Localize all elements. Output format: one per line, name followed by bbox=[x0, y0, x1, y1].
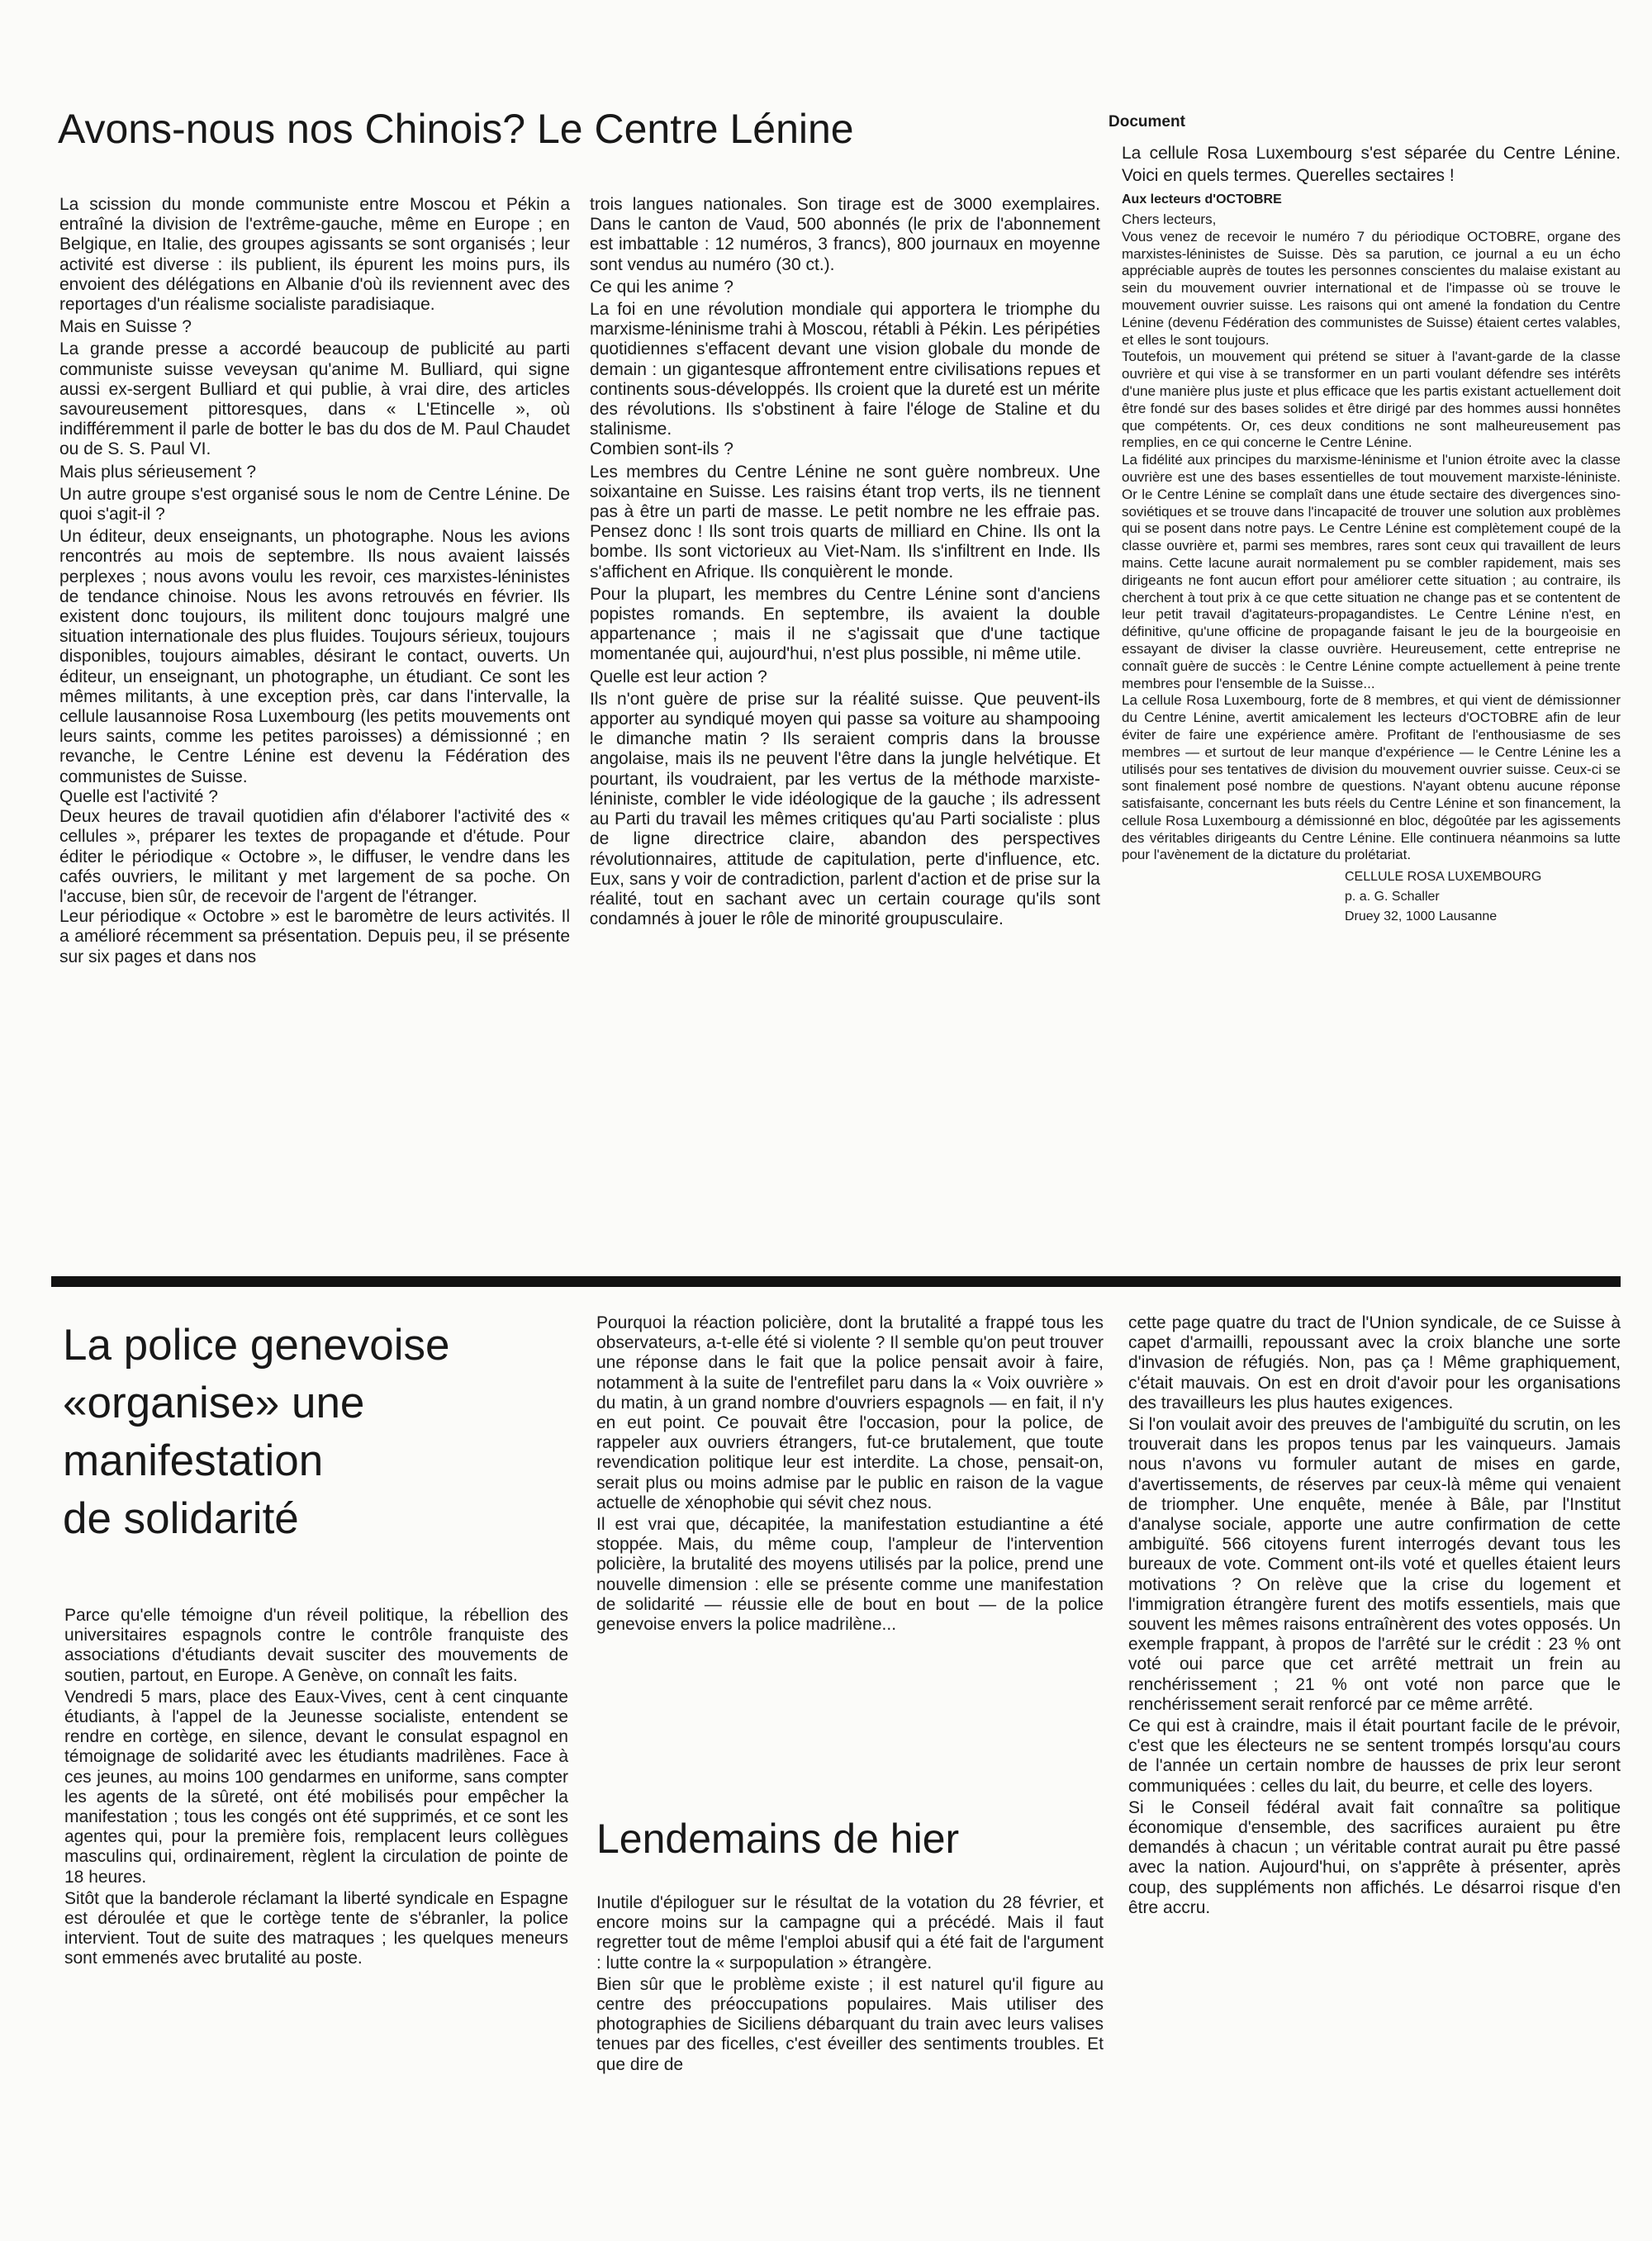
paragraph: Bien sûr que le problème existe ; il est naturel qu'il figure au centre des préoccupations populaires. Mais utiliser des photographies de Siciliens débarquant du train avec leurs valises tenues par des ficelles, c'est éveiller des sentiments troubles. Et que dire de bbox=[596, 1974, 1104, 2074]
article1-column-2 bbox=[590, 195, 1100, 929]
paragraph: Ils n'ont guère de prise sur la réalité suisse. Que peuvent-ils apporter au syndiqué moyen qui passe sa voiture au shampooing le dimanche matin ? Ils seraient compris dans la brousse angolaise, mais ils ne peuvent l'être dans la jungle helvétique. Et pourtant, ils voudraient, par les vertus de la méthode marxiste-léniniste, combler le vide idéologique de la gauche ; ils adressent au Parti du travail les mêmes critiques qu'au Parti socialiste : plus de ligne directrice claire, abandon des perspectives révolutionnaires, attitude de capitulation, perte d'influence, etc. Eux, sans y voir de contradiction, parlent d'action et de prise sur la réalité, tout en sachant avec un certain courage qu'ils sont condamnés à jouer le rôle de minorité groupusculaire. bbox=[590, 689, 1100, 929]
paragraph: Vendredi 5 mars, place des Eaux-Vives, cent à cent cinquante étudiants, à l'appel de la Jeunesse socialiste, entendent se rendre en cortège, en silence, devant le consulat espagnol en témoignage de solidarité avec les étudiants madrilènes. Face à ces jeunes, au moins 100 gendarmes en uniforme, sans compter les agents de la sûreté, ont été mobilisés pour empêcher la manifestation ; tous les congés ont été supprimés, et ce sont les agentes qui, pour la première fois, remplacent leurs collègues masculins qui, ordinairement, règlent la circulation de pointe de 18 heures. bbox=[64, 1687, 568, 1887]
article2-title bbox=[63, 1317, 575, 1548]
paragraph: Un éditeur, deux enseignants, un photographe. Nous les avions rencontrés au mois de septembre. Ils nous avaient laissés perplexes ; nous avons voulu les revoir, ces marxistes-léninistes de tendance chinoise. Nous les avons retrouvés en février. Ils existent donc toujours, ils militent donc toujours malgré une situation internationale des plus fluides. Toujours sérieux, toujours disponibles, toujours aimables, désirant le contact, ouverts. Un éditeur, un enseignant, un photographe, un étudiant. Ce sont les mêmes militants, à une exception près, car dans l'intervalle, la cellule lausannoise Rosa Luxembourg (les petits mouvements ont leurs saints, comme les petites paroisses) a démissionné ; en revanche, le Centre Lénine est devenu la Fédération des communistes de Suisse. bbox=[59, 527, 570, 786]
paragraph: La scission du monde communiste entre Moscou et Pékin a entraîné la division de l'extrême-gauche, même en Europe ; en Belgique, en Italie, des groupes agissants se sont organisés ; leur activité est diverse : ils publient, ils épurent les moins purs, ils envoient des délégations en Albanie d'où ils reviennent avec des reportages d'un réalisme socialiste paradisiaque. bbox=[59, 195, 570, 315]
subheading: Quelle est leur action ? bbox=[590, 667, 767, 686]
paragraph: La grande presse a accordé beaucoup de publicité au parti communiste suisse veveysan qu'anime M. Bulliard, qui signe aussi ex-sergent Bulliard et qui publie, à vrai dire, des articles savoureusement pittoresques, dans « L'Etincelle », où indifféremment il parle de botter le bas du dos de M. Paul Chaudet ou de S. S. Paul VI. bbox=[59, 339, 570, 459]
document-box bbox=[1122, 142, 1621, 927]
document-label: Document bbox=[1108, 113, 1185, 131]
paragraph: Sitôt que la banderole réclamant la liberté syndicale en Espagne est déroulée et que le cortège tente de s'ébranler, la police intervient. Tout de suite des matraques ; les quelques meneurs sont emmenés avec brutalité au poste. bbox=[64, 1888, 568, 1968]
paragraph: La foi en une révolution mondiale qui apportera le triomphe du marxisme-léninisme trahi à Moscou, rétabli à Pékin. Les péripéties quotidiennes s'effacent devant une vision globale du monde de demain : un gigantesque affrontement entre civilisations repues et continents sous-développés. Ils croient que la dureté est un mérite des révolutions. Ils s'obstinent à faire l'éloge de Staline et du stalinisme. bbox=[590, 300, 1100, 439]
document-heading: Aux lecteurs d'OCTOBRE bbox=[1122, 192, 1282, 207]
title-line: La police genevoise bbox=[63, 1321, 450, 1370]
subheading: Mais plus sérieusement ? bbox=[59, 462, 257, 482]
subheading: Mais en Suisse ? bbox=[59, 317, 192, 337]
article3-column-2 bbox=[596, 1893, 1104, 2077]
article3-column-3 bbox=[1128, 1313, 1621, 1920]
title-line: «organise» une bbox=[63, 1379, 365, 1427]
paragraph: Un autre groupe s'est organisé sous le nom de Centre Lénine. De quoi s'agit-il ? bbox=[59, 484, 570, 525]
section-divider bbox=[51, 1276, 1621, 1287]
paragraph: Il est vrai que, décapitée, la manifestation estudiantine a été stoppée. Mais, du même coup, l'ampleur de l'intervention policière, la brutalité des moyens utilisés par la police, prend une nouvelle dimension : elle se présente comme une manifestation de solidarité — réussie elle de bout en bout — de la police genevoise envers la police madrilène... bbox=[596, 1515, 1104, 1635]
subheading: Ce qui les anime ? bbox=[590, 277, 733, 297]
article2-column-2 bbox=[596, 1313, 1104, 1636]
signature-line: Druey 32, 1000 Lausanne bbox=[1345, 909, 1498, 924]
article2-column-1 bbox=[64, 1606, 568, 1971]
paragraph: Deux heures de travail quotidien afin d'élaborer l'activité des « cellules », préparer les textes de propagande et d'étude. Pour éditer le périodique « Octobre », le diffuser, le vendre dans les cafés ouvriers, le militant y met largement de sa poche. On l'accuse, bien sûr, de recevoir de l'argent de l'étranger. bbox=[59, 807, 570, 906]
paragraph: Leur périodique « Octobre » est le baromètre de leurs activités. Il a amélioré récemment sa présentation. Depuis peu, il se présente sur six pages et dans nos bbox=[59, 907, 570, 966]
paragraph: trois langues nationales. Son tirage est de 3000 exemplaires. Dans le canton de Vaud, 500 abonnés (le prix de l'abonnement est imbattable : 12 numéros, 3 francs), 800 journaux en moyenne sont vendus au numéro (30 ct.). bbox=[590, 195, 1100, 274]
title-line: de solidarité bbox=[63, 1494, 299, 1543]
paragraph: Pourquoi la réaction policière, dont la brutalité a frappé tous les observateurs, a-t-elle été si violente ? Il semble qu'on peut trouver une réponse dans le fait que la police pensait avoir à faire, notamment à la suite de l'entrefilet paru dans la « Voix ouvrière » du matin, à un grand nombre d'ouvriers espagnols — en fait, il n'y en eut point. Ce pouvait être l'occasion, pour la police, de rappeler aux ouvriers étrangers, fut-ce brutalement, que toute revendication politique leur est interdite. La chose, pensait-on, serait plus ou moins admise par le public en raison de la vague actuelle de xénophobie qui sévit chez nous. bbox=[596, 1313, 1104, 1512]
subheading: Combien sont-ils ? bbox=[590, 439, 733, 459]
signature-line: CELLULE ROSA LUXEMBOURG bbox=[1345, 870, 1542, 885]
title-line: manifestation bbox=[63, 1436, 324, 1485]
paragraph: cette page quatre du tract de l'Union syndicale, de ce Suisse à capet d'armailli, repoussant avec la croix blanche une sorte d'invasion de réfugiés. Non, pas ça ! Même graphiquement, c'était mauvais. On est en droit d'avoir pour les organisations des travailleurs les plus hautes exigences. bbox=[1128, 1313, 1621, 1412]
article3-title: Lendemains de hier bbox=[596, 1816, 960, 1862]
document-lead: La cellule Rosa Luxembourg s'est séparée du Centre Lénine. Voici en quels termes. Querelles sectaires ! bbox=[1122, 144, 1621, 185]
article1-title: Avons-nous nos Chinois? Le Centre Lénine bbox=[58, 106, 854, 152]
letter-paragraph: La fidélité aux principes du marxisme-léninisme et l'union étroite avec la classe ouvrière est une des bases essentielles de tout mouvement marxiste-léniniste. Or le Centre Lénine se complaît dans une étude sectaire des divergences sino-soviétiques et se trouve dans l'incapacité de trouver une solution aux problèmes qui se posent dans notre pays. Le Centre Lénine est complètement coupé de la classe ouvrière et, parmi ses membres, rares sont ceux qui travaillent de leurs mains. Cette lacune aurait normalement pu se combler rapidement, mais ses dirigeants ne font aucun effort pour améliorer cette situation ; au contraire, ils cherchent à tout prix à ce que cette situation ne change pas et se contentent de leur petit travail d'agitateurs-propagandistes. Le Centre Lénine n'est, en définitive, qu'une officine de propagande faisant le jeu de la bourgeoisie en essayant de diviser la classe ouvrière. Heureusement, cette entreprise ne connaît guère de succès : le Centre Lénine compte actuellement à peine trente membres pour l'ensemble de la Suisse... bbox=[1122, 452, 1621, 691]
paragraph: Les membres du Centre Lénine ne sont guère nombreux. Une soixantaine en Suisse. Les raisins étant trop verts, ils ne tiennent pas à être un parti de masse. Le petit nombre ne les effraie pas. Pensez donc ! Ils sont trois quarts de milliard en Chine. Ils ont la bombe. Ils sont victorieux au Viet-Nam. Ils s'infiltrent en Inde. Ils s'affichent en Afrique. Ils conquièrent le monde. bbox=[590, 462, 1100, 582]
paragraph: Si l'on voulait avoir des preuves de l'ambiguïté du scrutin, on les trouverait dans les propos tenus par les vainqueurs. Jamais nous n'avons vu formuler autant de mises en garde, d'avertissements, de réserves par ceux-là même qui venaient de triompher. Une enquête, menée à Bâle, par l'Institut d'analyse sociale, apporte une autre confirmation de cette ambiguïté. 566 citoyens furent interrogés devant tous les bureaux de vote. Comment ont-ils voté et quelles étaient leurs motivations ? On relève que la crise du logement et l'immigration étrangère furent des motifs essentiels, mais que souvent les mêmes raisons entraînèrent des votes opposés. Un exemple frappant, à propos de l'arrêté sur le crédit : 23 % ont voté oui parce que cet arrêté mettrait un frein au renchérissement ; 21 % ont voté non parce que le renchérissement serait renforcé par ce même arrêté. bbox=[1128, 1415, 1621, 1714]
letter-paragraph: Vous venez de recevoir le numéro 7 du périodique OCTOBRE, organe des marxistes-léninistes de Suisse. Dès sa parution, ce journal a eu un écho appréciable auprès de toutes les personnes conscientes du malaise existant au sein du mouvement ouvrier international et de l'impasse où se trouve le mouvement ouvrier suisse. Les raisons qui ont amené la fondation du Centre Lénine (devenu Fédération des communistes de Suisse) étaient certes valables, et elles le sont toujours. bbox=[1122, 228, 1621, 348]
subheading: Quelle est l'activité ? bbox=[59, 786, 218, 806]
paragraph: Pour la plupart, les membres du Centre Lénine sont d'anciens popistes romands. En septembre, ils avaient la double appartenance ; mais il ne s'agissait que d'une tactique momentanée qui, aujourd'hui, n'est plus possible, ni même utile. bbox=[590, 584, 1100, 664]
letter-paragraph: La cellule Rosa Luxembourg, forte de 8 membres, et qui vient de démissionner du Centre Lénine, avertit amicalement les lecteurs d'OCTOBRE afin de leur éviter de faire une expérience amère. Profitant de l'enthousiasme de ses membres — et surtout de leur manque d'expérience — le Centre Lénine les a utilisés pour ses tentatives de division du mouvement ouvrier suisse. Ceux-ci se sont finalement posé nombre de questions. N'ayant obtenu aucune réponse satisfaisante, concernant les buts réels du Centre Lénine et son financement, la cellule Rosa Luxembourg a démissionné en bloc, dégoûtée par les agissements des véritables dirigeants du Centre Lénine. Elle continuera néanmoins sa lutte pour l'avènement de la dictature du prolétariat. bbox=[1122, 692, 1621, 863]
paragraph: Ce qui est à craindre, mais il était pourtant facile de le prévoir, c'est que les électeurs ne se sentent trompés lorsqu'au cours de l'année un certain nombre de hausses de prix leur seront communiquées : celles du lait, du beurre, et celle des loyers. bbox=[1128, 1716, 1621, 1796]
paragraph: Parce qu'elle témoigne d'un réveil politique, la rébellion des universitaires espagnols contre le contrôle franquiste des associations d'étudiants devait susciter des mouvements de soutien, partout, en Europe. A Genève, on connaît les faits. bbox=[64, 1606, 568, 1685]
paragraph: Si le Conseil fédéral avait fait connaître sa politique économique d'ensemble, des sacrifices auraient pu être demandés à chacun ; un véritable contrat aurait pu être passé avec la nation. Aujourd'hui, on s'apprête à présenter, après coup, des suppléments non affichés. Le désarroi risque d'en être accru. bbox=[1128, 1797, 1621, 1917]
letter-paragraph: Toutefois, un mouvement qui prétend se situer à l'avant-garde de la classe ouvrière et qui vise à se transformer en un parti voulant défendre ses intérêts d'une manière plus juste et plus efficace que les partis existant actuellement doit être fondé sur des bases solides et être dirigé par des hommes aussi honnêtes que compétents. Or, ces deux conditions ne sont malheureusement pas remplies, en ce qui concerne le Centre Lénine. bbox=[1122, 349, 1621, 451]
signature-line: p. a. G. Schaller bbox=[1345, 890, 1440, 904]
paragraph: Inutile d'épiloguer sur le résultat de la votation du 28 février, et encore moins sur la campagne qui a précédé. Mais il faut regretter tout de même l'emploi abusif qui a été fait de l'argument : lutte contre la « surpopulation » étrangère. bbox=[596, 1893, 1104, 1973]
article1-column-1 bbox=[59, 195, 570, 967]
letter-salutation: Chers lecteurs, bbox=[1122, 211, 1217, 227]
